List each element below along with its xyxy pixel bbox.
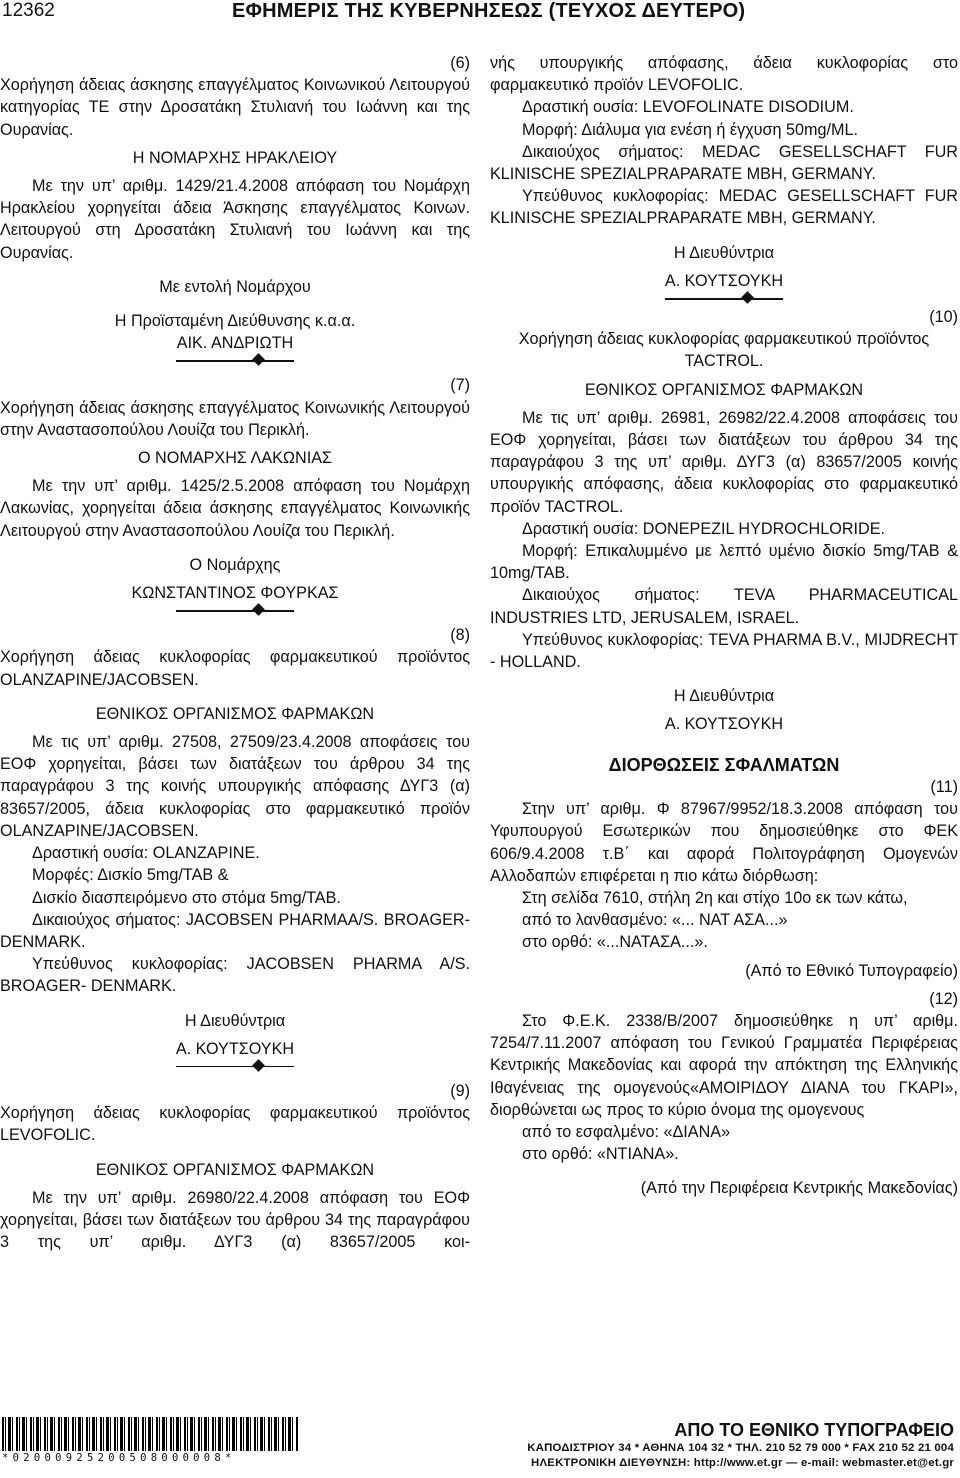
signature-name: ΑΙΚ. ΑΝΔΡΙΩΤΗ	[176, 334, 294, 353]
section-body-continued: νής υπουργικής απόφασης, άδεια κυκλοφορίας στο φαρμακευτικό προϊόν LEVOFOLIC.	[490, 54, 958, 95]
correction-source: (Από το Εθνικό Τυπογραφείο)	[745, 961, 958, 980]
trademark-holder: Δικαιούχος σήματος: TEVA PHARMACEUTICAL INDUSTRIES LTD, JERUSALEM, ISRAEL.	[490, 586, 958, 627]
section-number: (10)	[929, 308, 958, 327]
authority: Ο ΝΟΜΑΡΧΗΣ ΛΑΚΩΝΙΑΣ	[137, 449, 333, 468]
section-body: Με τις υπ’ αριθμ. 27508, 27509/23.4.2008 αποφάσεις του ΕΟΦ χορηγείται, βάσει των διατάξεων του άρθρου 34 της παραγράφου 3 της κοινής υπουργικής απόφασης ΔΥΓ3 (α) 83657/2005, άδεια κυκλοφορίας στο φαρμακευτικό προϊόν OLANZAPINE/JACOBSEN.	[0, 733, 470, 840]
wrong-text: από το λανθασμένο: «... ΝΑΤ ΑΣΑ...»	[522, 911, 788, 930]
dosage-forms-2: Δισκίο διασπειρόμενο στο στόμα 5mg/TAB.	[32, 888, 341, 907]
right-column	[490, 52, 958, 1200]
correction-source: (Από την Περιφέρεια Κεντρικής Μακεδονίας)	[640, 1179, 958, 1198]
section-body: Με την υπ’ αριθμ. 1425/2.5.2008 απόφαση του Νομάρχη Λακωνίας, χορηγείται άδεια άσκησης επαγγέλματος Κοινωνικής Λειτουργού στην Αναστασοπούλου Λουίζα του Περικλή.	[0, 477, 470, 540]
authority: ΕΘΝΙΚΟΣ ΟΡΓΑΝΙΣΜΟΣ ΦΑΡΜΑΚΩΝ	[95, 1160, 375, 1179]
section-number: (11)	[930, 777, 958, 796]
section-body-2: Στη σελίδα 7610, στήλη 2η και στίχο 10ο εκ των κάτω,	[522, 888, 908, 907]
section-title: Χορήγηση άδειας κυκλοφορίας φαρμακευτικού προϊόντος LEVOFOLIC.	[0, 1104, 470, 1145]
section-title: Χορήγηση άδειας άσκησης επαγγέλματος Κοινωνικού Λειτουργού κατηγορίας ΤΕ στην Δροσατάκη Στυλιανή του Ιωάννη και της Ουρανίας.	[0, 76, 470, 139]
authority: Η ΝΟΜΑΡΧΗΣ ΗΡΑΚΛΕΙΟΥ	[132, 148, 338, 167]
section-body: Με την υπ’ αριθμ. 26980/22.4.2008 απόφαση του ΕΟΦ χορηγείται, βάσει των διατάξεων του άρθρου 34 της παραγράφου 3 της υπ’ αριθμ. ΔΥΓ3 (α) 83657/2005 κοι-	[0, 1188, 470, 1252]
publisher-name: ΑΠΟ ΤΟ ΕΘΝΙΚΟ ΤΥΠΟΓΡΑΦΕΙΟ	[674, 1420, 954, 1440]
signature-name: ΚΩΝΣΤΑΝΤΙΝΟΣ ΦΟΥΡΚΑΣ	[131, 584, 339, 603]
signature-name: Α. ΚΟΥΤΣΟΥΚΗ	[175, 1039, 295, 1058]
publisher-address: ΚΑΠΟΔΙΣΤΡΙΟΥ 34 * ΑΘΗΝΑ 104 32 * ΤΗΛ. 210 52 79 000 * FAX 210 52 21 004	[527, 1442, 954, 1454]
active-substance: Δραστική ουσία: OLANZAPINE.	[32, 844, 260, 863]
dosage-form: Μορφή: Επικαλυμμένο με λεπτό υμένιο δισκίο 5mg/TAB & 10mg/TAB.	[490, 542, 958, 583]
correct-text: στο ορθό: «ΝΤΙΑΝΑ».	[522, 1145, 679, 1164]
section-number: (12)	[929, 989, 958, 1008]
dosage-forms: Μορφές: Δισκίο 5mg/TAB &	[32, 866, 229, 885]
signature-title: Η Διευθύντρια	[673, 687, 775, 706]
marketing-responsible: Υπεύθυνος κυκλοφορίας: JACOBSEN PHARMA A/S. BROAGER- DENMARK.	[0, 955, 470, 996]
section-divider	[176, 1060, 294, 1074]
signature-title: Ο Νομάρχης	[189, 555, 281, 574]
section-title: Χορήγηση άδειας άσκησης επαγγέλματος Κοινωνικής Λειτουργού στην Αναστασοπούλου Λουίζα του Περικλή.	[0, 398, 470, 439]
section-body: Στην υπ’ αριθμ. Φ 87967/9952/18.3.2008 απόφαση του Υφυπουργού Εσωτερικών που δημοσιεύθηκε στο ΦΕΚ 606/9.4.2008 τ.Β΄ και αφορά Πολιτογράφηση Ομογενών Αλλοδαπών επιφέρεται η πιο κάτω διόρθωση:	[490, 800, 958, 885]
dosage-form: Μορφή: Διάλυμα για ενέση ή έγχυση 50mg/ML.	[522, 120, 858, 139]
signature-title: Η Προϊσταμένη Διεύθυνσης κ.α.α.	[114, 312, 356, 331]
publisher-block	[527, 1420, 954, 1471]
active-substance: Δραστική ουσία: LEVOFOLINATE DISODIUM.	[522, 98, 854, 117]
authority: ΕΘΝΙΚΟΣ ΟΡΓΑΝΙΣΜΟΣ ΦΑΡΜΑΚΩΝ	[584, 380, 864, 399]
signature-title: Η Διευθύντρια	[673, 243, 775, 262]
signature-name: Α. ΚΟΥΤΣΟΥΚΗ	[664, 715, 784, 734]
corrections-heading: ΔΙΟΡΘΩΣΕΙΣ ΣΦΑΛΜΑΤΩΝ	[608, 754, 840, 775]
barcode-bars	[2, 1417, 298, 1451]
section-title: Χορήγηση άδειας κυκλοφορίας φαρμακευτικού προϊόντος OLANZAPINE/JACOBSEN.	[0, 648, 470, 689]
section-title: Χορήγηση άδειας κυκλοφορίας φαρμακευτικού προϊόντος TACTROL.	[518, 330, 930, 371]
page-header	[0, 0, 960, 30]
section-body: Με την υπ’ αριθμ. 1429/21.4.2008 απόφαση του Νομάρχη Ηρακλείου χορηγείται άδεια Άσκησης επαγγέλματος Κοινων. Λειτουργού στη Δροσατάκη Στυλιανή του Ιωάννη και της Ουρανίας.	[0, 177, 470, 262]
section-divider	[176, 604, 294, 618]
publisher-web: ΗΛΕΚΤΡΟΝΙΚΗ ΔΙΕΥΘΥΝΣΗ: http://www.et.gr — e-mail: webmaster.et@et.gr	[531, 1457, 954, 1469]
section-divider	[176, 354, 294, 368]
trademark-holder: Δικαιούχος σήματος: MEDAC GESELLSCHAFT FUR KLINISCHE SPEZIALPRAPARATE MBH, GERMANY.	[490, 142, 958, 184]
wrong-text: από το εσφαλμένο: «ΔΙΑΝΑ»	[522, 1122, 731, 1141]
active-substance: Δραστική ουσία: DONEPEZIL HYDROCHLORIDE.	[522, 519, 886, 538]
page-number: 12362	[2, 0, 55, 21]
section-number: (8)	[450, 626, 470, 645]
signature-line: Με εντολή Νομάρχου	[159, 277, 311, 296]
section-number: (6)	[450, 54, 470, 72]
trademark-holder: Δικαιούχος σήματος: JACOBSEN PHARMAA/S. BROAGER-DENMARK.	[0, 910, 470, 951]
section-number: (9)	[450, 1081, 470, 1100]
section-body: Με τις υπ’ αριθμ. 26981, 26982/22.4.2008 αποφάσεις του ΕΟΦ χορηγείται, βάσει των διατάξεων του άρθρου 34 της παραγράφου 3 της υπ’ αριθμ. ΔΥΓ3 (α) 83657/2005 κοινής υπουργικής απόφασης, άδεια κυκλοφορίας στο φαρμακευτικό προϊόν TACTROL.	[490, 408, 958, 516]
barcode-text: *02000925200508000008*	[2, 1452, 236, 1464]
correct-text: στο ορθό: «...ΝΑΤΑΣΑ...».	[522, 933, 708, 952]
section-divider	[665, 292, 783, 306]
running-title: ΕΦΗΜΕΡΙΣ ΤΗΣ ΚΥΒΕΡΝΗΣΕΩΣ (ΤΕΥΧΟΣ ΔΕΥΤΕΡΟ)	[232, 0, 746, 22]
signature-name: Α. ΚΟΥΤΣΟΥΚΗ	[664, 271, 784, 290]
authority: ΕΘΝΙΚΟΣ ΟΡΓΑΝΙΣΜΟΣ ΦΑΡΜΑΚΩΝ	[95, 704, 375, 723]
left-column	[0, 52, 470, 1253]
marketing-responsible: Υπεύθυνος κυκλοφορίας: MEDAC GESELLSCHAFT FUR KLINISCHE SPEZIALPRAPARATE MBH, GERMANY.	[490, 187, 958, 228]
section-body: Στο Φ.Ε.Κ. 2338/Β/2007 δημοσιεύθηκε η υπ’ αριθμ. 7254/7.11.2007 απόφαση του Γενικού Γραμματέα Περιφέρειας Κεντρικής Μακεδονίας και αφορά την απόκτηση της Ελληνικής Ιθαγένειας της ομογενούς«ΑΜΟΙΡΙΔΟΥ ΔΙΑΝΑ του ΓΚΑΡΙ», διορθώνεται ως προς το κύριο όνομα της ομογενους	[490, 1011, 958, 1119]
barcode	[2, 1417, 302, 1464]
signature-title: Η Διευθύντρια	[184, 1011, 286, 1030]
marketing-responsible: Υπεύθυνος κυκλοφορίας: TEVA PHARMA B.V., MIJDRECHT - HOLLAND.	[490, 630, 958, 672]
section-number: (7)	[450, 376, 470, 395]
